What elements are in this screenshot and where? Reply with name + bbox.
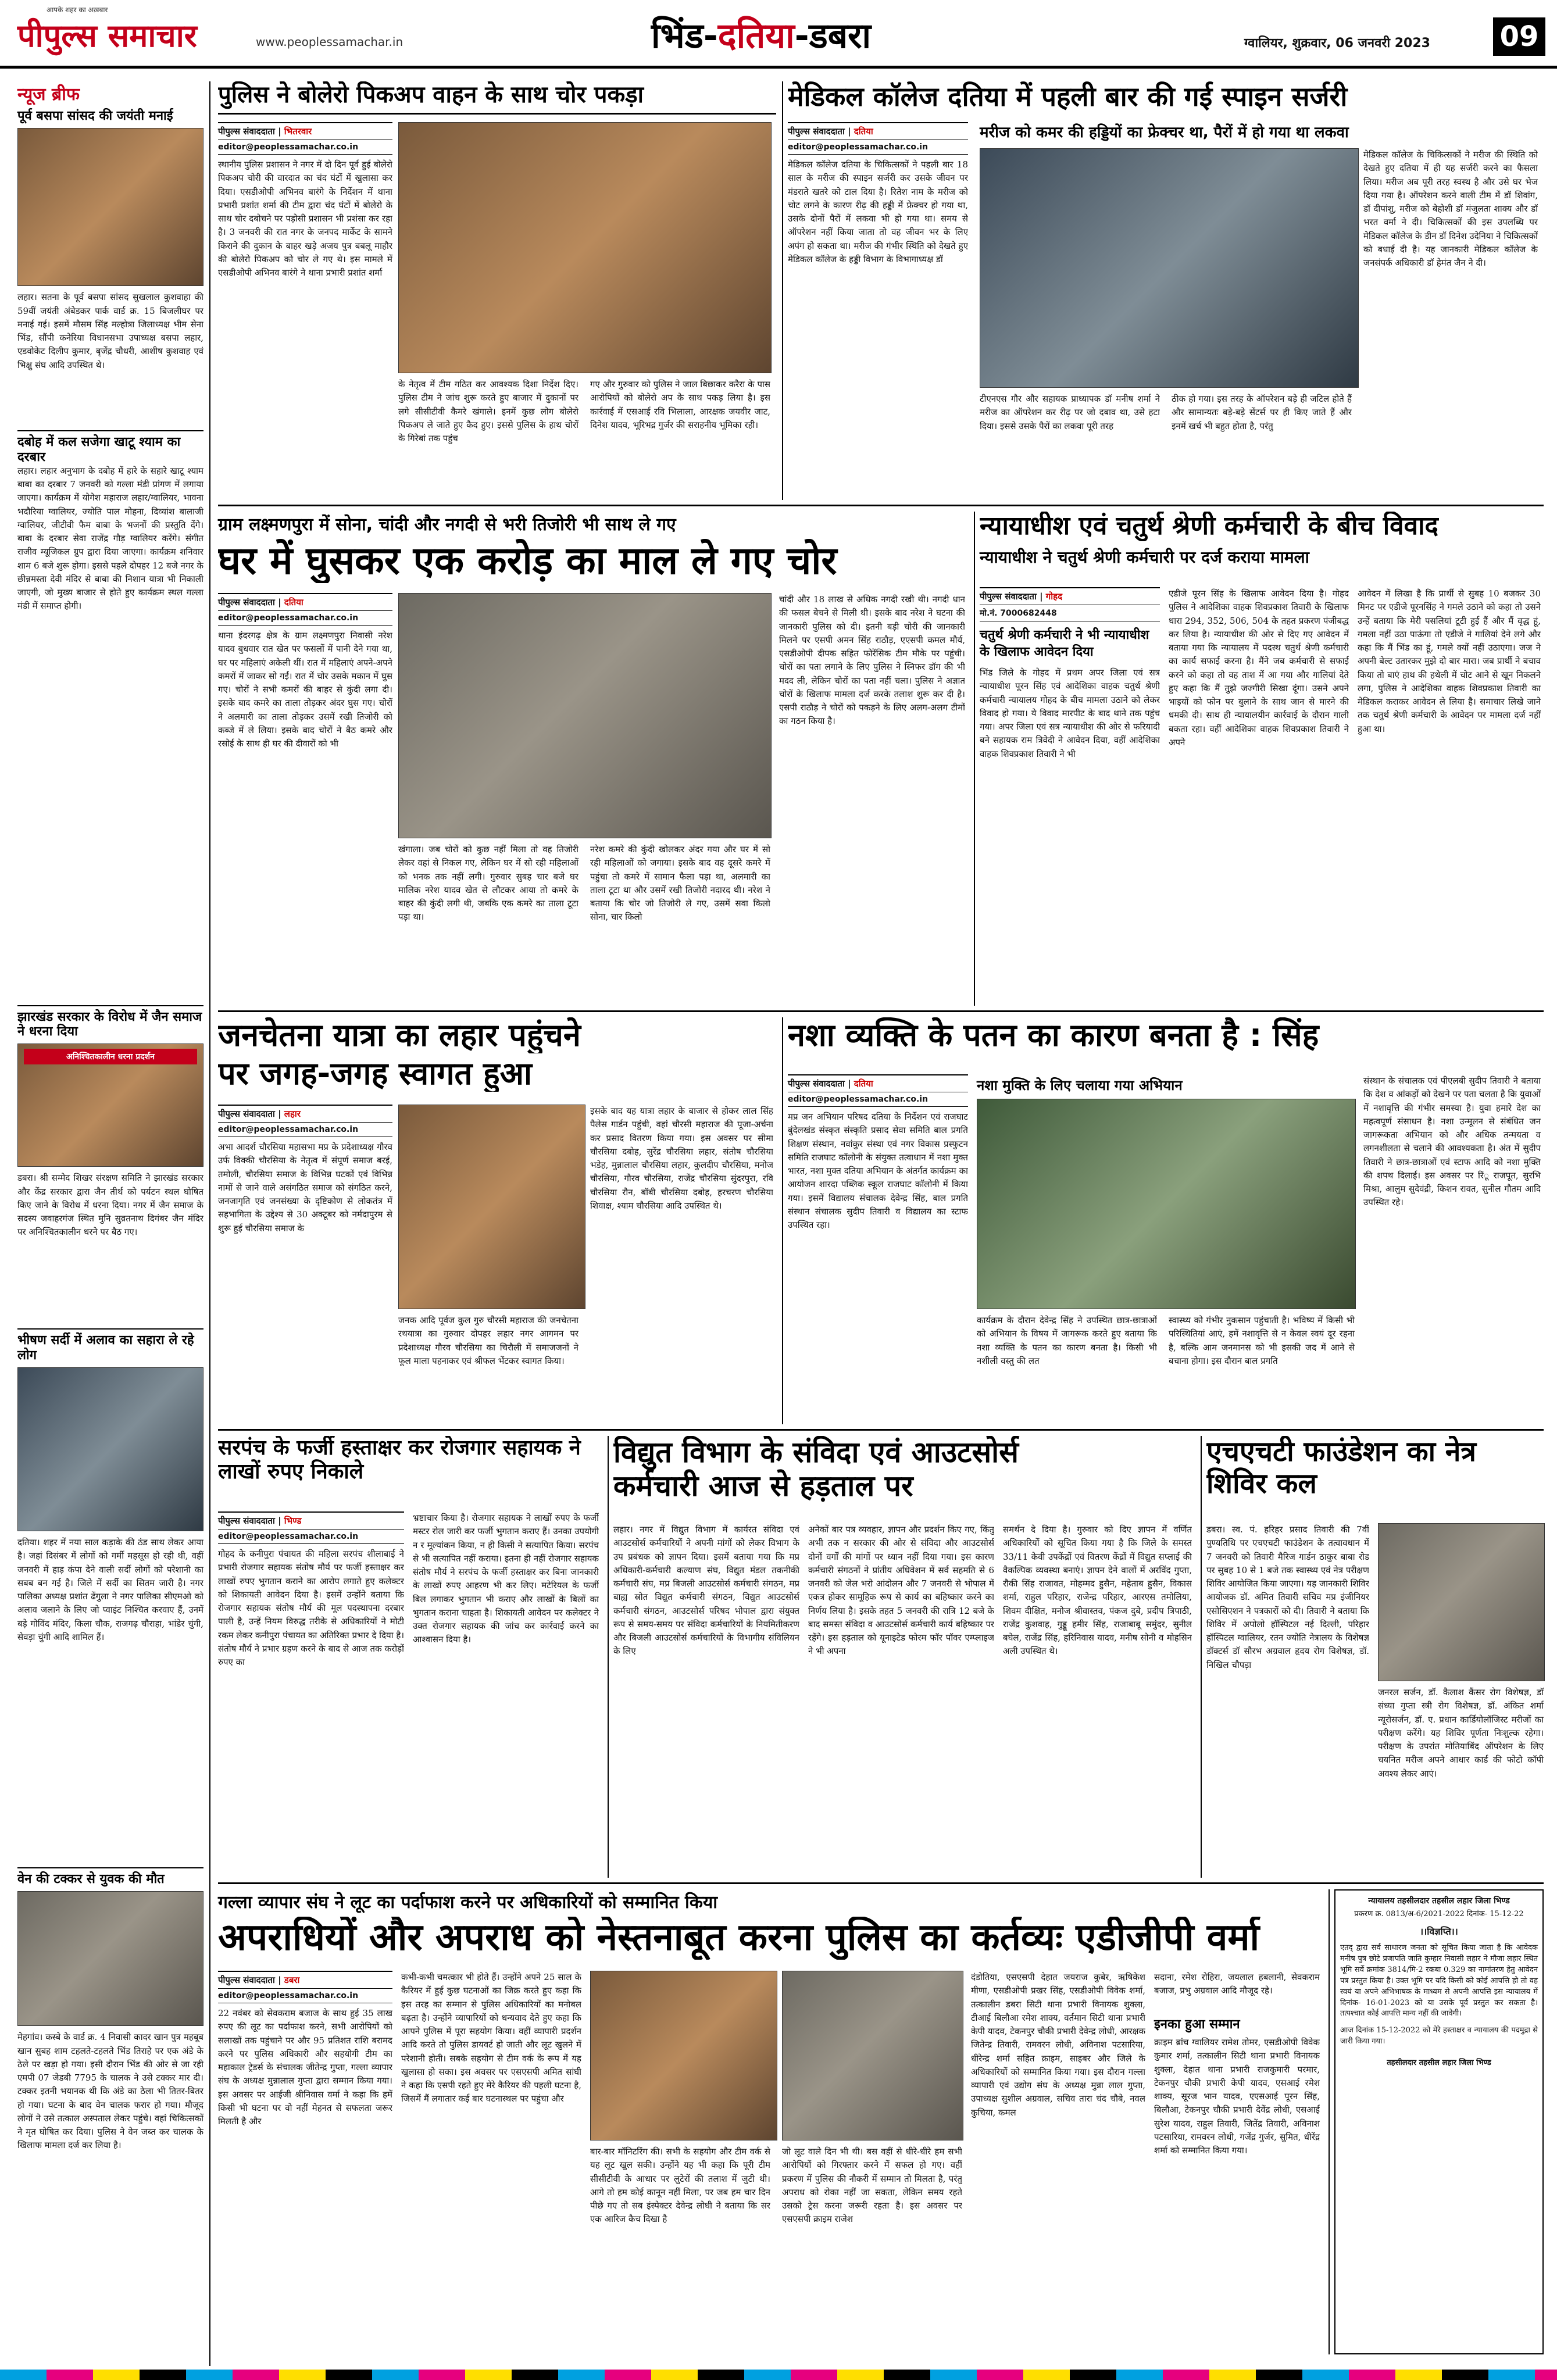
byline-place: भिण्ड xyxy=(284,1516,302,1526)
article-column: भ्रष्टाचार किया है। रोजगार सहायक ने लाखों रुपए के फर्जी मस्टर रोल जारी कर फर्जी भुगतान कराए हैं। उनका उपयोगी न र मूल्यांकन किया, न ही किसी ने सत्यापित किया। सरपंच से भी सत्यापित नहीं कराया। इतना ही नहीं रोजगार सहायक संतोष मौर्य ने सरपंच के फर्जी हस्ताक्षर कर बिना जानकारी के लाखों रुपए आहरण भी कर लिए। मटेरियल के फर्जी बिल लगाकर भुगतान भी कराए और लाखों के बिलों का भुगतान कराना चाहता है। शिकायती आवेदन पर कलेक्टर ने उक्त रोजगार सहायक की जांच कर कार्रवाई करने का आश्वासन दिया है। xyxy=(413,1513,599,1645)
edition-mid: दतिया xyxy=(717,16,795,56)
email[interactable]: editor@peoplessamachar.co.in xyxy=(218,611,392,626)
headline: मेडिकल कॉलेज दतिया में पहली बार की गई स्पाइन सर्जरी xyxy=(788,81,1348,112)
email[interactable]: editor@peoplessamachar.co.in xyxy=(788,1092,968,1107)
byline: पीपुल्स संवाददाता | भिण्ड xyxy=(218,1511,404,1530)
article-column: आवेदन में लिखा है कि प्रार्थी से सुबह 10 बजकर 30 मिनट पर एडीजे पूरनसिंह ने गमले उठाने को कहा तो उसने उन्हें बताया कि मेरी पसलियां टूटी हुई हैं और मैं वृद्ध हूं, गमला नहीं उठा पाऊंगा तो एडीजे ने गालियां देने लगे और कहा कि मैं भिंड का हूं, गमले क्यों नहीं उठाएगा। जज ने अपनी बेल्ट उतारकर मुझे दो बार मारा। जब प्रार्थी ने बचाव किया तो बाएं हाथ की हथेली में चोट आने से खून निकलने लगा, पुलिस ने आदेशिका वाहक शिवप्रकाश तिवारी का मेडिकल कराकर आवेदन ले लिया है। समाचार लिखे जाने तक चतुर्थ श्रेणी कर्मचारी के आवेदन पर मामला दर्ज नहीं हुआ था। xyxy=(1358,588,1541,734)
byline-label: पीपुल्स संवाददाता xyxy=(980,591,1037,602)
article-adg xyxy=(218,1889,1323,2366)
article-drugs xyxy=(788,1017,1544,1424)
email[interactable]: editor@peoplessamachar.co.in xyxy=(218,1530,404,1544)
byline-label: पीपुल्स संवाददाता xyxy=(218,126,275,137)
byline-place: लहार xyxy=(284,1109,301,1119)
byline-place: डबरा xyxy=(284,1975,300,1985)
byline-place: भितरवार xyxy=(284,126,312,137)
article-column: संस्थान के संचालक एवं पीएलबी सुदीप तिवारी ने बताया कि देश व आंकड़ों को देखने पर पता चलता है कि युवाओं में नशावृत्ति की गंभीर समस्या है। युवा हमारे देश का महत्वपूर्ण संसाधन है। नशा उन्मूलन से संबंधित जन जागरूकता अभियान को और अधिक तन्मयता व लगनशीलता से चलाने की आवश्यकता है। अंत में सुदीप तिवारी ने छात्र-छात्राओं एवं स्टाफ आदि को नशा मुक्ति की शपथ दिलाई। इस अवसर पर रिंू राजपूत, सुरभि मिश्रा, आलुम सुदेवंद्री, किशन रावत, सुनील गौतम आदि उपस्थित रहे। xyxy=(1363,1075,1541,1208)
byline-label: पीपुल्स संवाददाता xyxy=(218,1109,275,1119)
article-sarpanch xyxy=(218,1436,602,1878)
dateline: ग्वालियर, शुक्रवार, 06 जनवरी 2023 xyxy=(1244,36,1430,51)
article-column: जो लूट वाले दिन भी थी। बस वहीं से धीरे-धीरे हम सभी आरोपियों को गिरफ्तार करने में सफल हो गए। वहीं प्रकरण में पुलिस की नौकरी में सम्मान तो मिलता है, परंतु अपराध को रोका नहीं जा सकता, लेकिन समय रहते उसको ट्रेस करना जरूरी रहता है। इस अवसर पर एसएसपी क्राइम राजेश xyxy=(782,2146,962,2225)
email[interactable]: editor@peoplessamachar.co.in xyxy=(788,140,968,155)
headline: एचएचटी फाउंडेशन का नेत्र शिविर कल xyxy=(1206,1436,1476,1500)
headline: नशा व्यक्ति के पतन का कारण बनता है : सिंह xyxy=(788,1017,1319,1053)
email[interactable]: editor@peoplessamachar.co.in xyxy=(218,1123,392,1137)
headline: पुलिस ने बोलेरो पिकअप वाहन के साथ चोर पकड़ा xyxy=(218,81,776,115)
article-photo xyxy=(782,1971,963,2140)
masthead xyxy=(0,0,1557,69)
byline: पीपुल्स संवाददाता | लहार xyxy=(218,1105,392,1123)
brief-3 xyxy=(17,1005,203,1323)
article-column: मप्र जन अभियान परिषद दतिया के निर्देशन एवं राजघाट बुंदेलखंड संस्कृत संस्कृति प्रसाद सेवा समिति बाल प्रगति शिक्षण संस्थान, नवांकुर संस्था एवं नगर विकास प्रस्फुटन समिति राजघाट कॉलोनी के संयुक्त तत्वाधान में नशा मुक्त भारत, नशा मुक्त दतिया अभियान के अंतर्गत कार्यक्रम का आयोजन शारदा पब्लिक स्कूल राजघाट कॉलोनी में किया गया। इसमें विद्यालय संचालक देवेन्द्र सिंह, बाल प्रगति संस्थान संचालक सुदीप तिवारी व विद्यालय का स्टाफ उपस्थित रहा। xyxy=(788,1112,968,1230)
brief-5 xyxy=(17,1867,203,2304)
subhead: मरीज को कमर की हड्डियों का फ्रेक्चर था, पैरों में हो गया था लकवा xyxy=(980,124,1349,141)
headline: घर में घुसकर एक करोड़ का माल ले गए चोर xyxy=(218,539,837,583)
article-photo xyxy=(590,1971,777,2140)
logo: पीपुल्स समाचार xyxy=(17,17,197,54)
legal-notice xyxy=(1334,1889,1544,2354)
logo-tagline: आपके शहर का अख़बार xyxy=(47,6,108,14)
article-column: समर्थन दे दिया है। गुरुवार को दिए ज्ञापन में वर्णित अधिकारियों को सूचित किया गया है कि जिले के समस्त 33/11 केवी उपकेंद्रों एवं वितरण केंद्रों में विद्युत सप्लाई की वैकल्पिक व्यवस्था बनाएं। ज्ञापन देने वालों में अरविंद गुप्ता, रौकी सिंह राजावत, मोहम्मद हुसैन, महेताब हुसैन, विकास शर्मा, राहुल परिहार, राजेन्द्र परिहार, आरएस तमोलिया, शिवम दीक्षित, मनोज श्रीवास्तव, पंकज दुबे, प्रदीप त्रिपाठी, राजेंद्र कुशवाह, गुड्डू हमीर सिंह, राजाबाबू समुंदर, सुनील बघेल, राजेंद्र सिंह, हरिनिवास यादव, मनीष सोनी व मोहसिन अली उपस्थित थे। xyxy=(1003,1524,1192,1657)
brief-title: झारखंड सरकार के विरोध में जैन समाज ने धरना दिया xyxy=(17,1009,202,1039)
article-eyecamp xyxy=(1206,1436,1544,1878)
byline: पीपुल्स संवाददाता | डबरा xyxy=(218,1971,392,1989)
article-column: बार-बार मॉनिटरिंग की। सभी के सहयोग और टीम वर्क से यह लूट खुल सकी। उन्होंने यह भी कहा कि पूरी टीम सीसीटीवी के आधार पर लुटेरों की तलाश में जुटी थी। आगे तो हम कोई कानून नहीं मिला, पर जब हम चार दिन पीछे गए तो सब इंस्पेक्टर देवेन्द्र लोधी ने बताया कि सर एक आरिज कैच दिखा है xyxy=(590,2146,770,2225)
subhead: इनका हुआ सम्मान xyxy=(1154,2017,1240,2032)
article-column: थाना इंदरगढ़ क्षेत्र के ग्राम लक्ष्मणपुरा निवासी नरेश यादव बुधवार रात खेत पर फसलों में पानी देने गया था, घर पर महिलाएं अकेली थीं। रात में महिलाएं अपने-अपने कमरों में जाकर सो गईं। रात में चोर उसके मकान में घुस गए। चोरों ने सभी कमरों की बाहर से कुंदी लगा दी। इसके बाद कमरे का ताला तोड़कर अंदर घुस गए। चोरों ने अलमारी का ताला तोड़कर उसमें रखी तिजोरी को कब्जे में ले लिया। इसके बाद चोरों ने बैठ कमरे और रसोई के साथ ही घर की दीवारों को भी xyxy=(218,630,392,749)
brief-title: दबोह में कल सजेगा खाटू श्याम का दरबार xyxy=(17,435,181,464)
article-judge xyxy=(980,512,1544,1006)
kicker: ग्राम लक्ष्मणपुरा में सोना, चांदी और नगदी से भरी तिजोरी भी साथ ले गए xyxy=(218,514,676,535)
subhead: नशा मुक्ति के लिए चलाया गया अभियान xyxy=(977,1077,1183,1093)
notice-signature: तहसीलदार तहसील लहार जिला भिण्ड xyxy=(1387,2058,1491,2067)
byline-place: दतिया xyxy=(284,597,303,607)
byline-label: पीपुल्स संवाददाता xyxy=(218,597,275,607)
article-electricity xyxy=(613,1436,1195,1878)
article-photo xyxy=(1378,1523,1545,1681)
headline: सरपंच के फर्जी हस्ताक्षर कर रोजगार सहायक ने लाखों रुपए निकाले xyxy=(218,1436,581,1484)
article-photo xyxy=(398,122,772,373)
byline-label: पीपुल्स संवाददाता xyxy=(788,1078,845,1089)
brief-4 xyxy=(17,1328,203,1861)
article-column: कभी-कभी चमत्कार भी होते हैं। उन्होंने अपने 25 साल के कैरियर में हुई कुछ घटनाओं का जिक्र करते हुए कहा कि इस तरह का सम्मान से पुलिस अधिकारियों का मनोबल बढ़ता है। उन्होंने व्यापारियों को धन्यवाद देते हुए कहा कि आपने पुलिस में पूरा सहयोग किया। वहीं व्यापारी प्रदर्शन आदि करते तो पुलिस डायवर्ट हो जाती और लूट खुलने में परेशानी होती। सबके सहयोग से टीम वर्क के रूप में यह खुलासा हो सका। इस अवसर पर एसएसपी अमित सांघी ने कहा कि एसपी रहते हुए मेरे कैरियर की पहली घटना है, जिसमें मैं लगातार कई बार घटनास्थल पर पहुंचा और xyxy=(401,1972,581,2104)
sidebar-section-title: न्यूज ब्रीफ xyxy=(17,84,80,105)
article-column: नरेश कमरे की कुंदी खोलकर अंदर गया और घर में सो रही महिलाओं को जगाया। इसके बाद वह दूसरे कमरे में पहुंचा तो कमरे में सामान फैला पड़ा था, अलमारी का ताला टूटा था और उसमें रखी तिजोरी नदारद थी। नरेश ने बताया कि चोर जो तिजोरी ले गए, उसमें सवा किलो सोना, चार किलो xyxy=(590,844,770,923)
article-column: 22 नवंबर को सेवकराम बजाज के साथ हुई 35 लाख रुपए की लूट का पर्दाफाश करने, सभी आरोपियों को सलाखों तक पहुंचाने पर और 95 प्रतिशत राशि बरामद करने पर पुलिस अधिकारी और सहयोगी टीम का महाकाल ट्रेडर्स के संचालक जीतेन्द्र गुप्ता, गल्ला व्यापार संघ के अध्यक्ष मुन्नालाल गुप्ता द्वारा सम्मान किया गया। इस अवसर पर आईजी श्रीनिवास वर्मा ने कहा कि हमें किसी भी घटना पर वो नहीं मेहनत से सफलता जरूर मिलती है और xyxy=(218,2008,392,2127)
brief-body: मेहगांव। कस्बे के वार्ड क्र. 4 निवासी कादर खान पुत्र महबूब खान सुबह शाम टहलते-टहलते भिंड तिराहे पर एक अंडे के ठेले पर खड़ा हो गया। इसी दौरान भिंड की ओर से जा रही एमपी 07 जेडबी 7795 के चालक ने उसे टक्कर मार दी। टक्कर इतनी भयानक थी कि अंडे का ठेला भी तितर-बितर हो गया। घटना के बाद वेन चालक फरार हो गया। मौजूद लोगों ने उसे तत्काल अस्पताल लेकर पहुंचे। वहां चिकित्सकों ने मृत घोषित कर दिया। पुलिस ने वेन जब्त कर चालक के खिलाफ मामला दर्ज कर लिया है। xyxy=(17,2032,203,2151)
byline-label: पीपुल्स संवाददाता xyxy=(218,1516,275,1526)
article-column: लहार। नगर में विद्युत विभाग में कार्यरत संविदा एवं आउटसोर्स कर्मचारियों ने अपनी मांगों को लेकर विभाग के उप प्रबंधक को ज्ञापन दिया। इसमें बताया गया कि मप्र अधिकारी-कर्मचारी कल्याण संघ, विद्युत मंडल तकनीकी कर्मचारी संघ, मप्र बिजली आउटसोर्स कर्मचारी संगठन, मप्र बाह्य स्रोत विद्युत कर्मचारी संगठन, विद्युत आउटसोर्स कर्मचारी संगठन, आउटसोर्स परिषद भोपाल द्वारा संयुक्त रूप से समय-समय पर संविदा कर्मचारियों के नियमितीकरण और बिजली आउटसोर्स कर्मचारियों के विभागीय संविलियन के लिए xyxy=(613,1524,799,1657)
brief-body: लहार। लहार अनुभाग के दबोह में हारे के सहारे खाटू श्याम बाबा का दरबार 7 जनवरी को गल्ला मंडी प्रांगण में लगाया जाएगा। कार्यक्रम में योगेश महाराज लहार/ग्वालियर, भावना भदौरिया ग्वालियर, ज्योति पाल मोहना, दिव्यांश बालाजी ग्वालियर, जीटीवी फैम बाबा के भजनों की प्रस्तुति देंगे। बाबा के दरबार सेवा राजेंद्र गौड़ ग्वालियर करेंगे। संगीत राजीव म्यूजिकल ग्रुप द्वारा दिया जाएगा। कार्यक्रम शनिवार शाम 6 बजे शुरू होगा। इससे पहले दोपहर 12 बजे नगर के छीन्नमस्ता देवी मंदिर से बाबा की निशान यात्रा भी निकाली जाएगी, जो मुख्य बाजार से होते हुए कार्यक्रम स्थल गल्ला मंडी में समाप्त होगी। xyxy=(17,465,203,612)
article-spine xyxy=(788,81,1541,500)
article-column: दंडोतिया, एसएसपी देहात जयराज कुबेर, ऋषिकेश मीणा, एसडीओपी प्रखर सिंह, एसडीओपी विवेक शर्मा, तत्कालीन डबरा सिटी थाना प्रभारी विनायक शुक्ला, टीआई बिलौआ रमेश शाक्य, वर्तमान सिटी थाना प्रभारी केपी यादव, टेकनपुर चौकी प्रभारी देवेन्द्र लोधी, आरक्षक जितेन्द्र तिवारी, रामवरन लोधी, अविनाश पटसारिया, धीरेन्द्र शर्मा सहित क्राइम, साइबर और जिले के अधिकारियों को सम्मानित किया गया। इस दौरान गल्ला व्यापारी एवं उद्योग संघ के अध्यक्ष मुन्ना लाल गुप्ता, उपाध्यक्ष सुशील अग्रवाल, सचिव तारा चंद चौबे, नवल कुचिया, कमल xyxy=(971,1972,1145,2118)
byline: पीपुल्स संवाददाता | दतिया xyxy=(218,593,392,611)
headline: विद्युत विभाग के संविदा एवं आउटसोर्स कर्मचारी आज से हड़ताल पर xyxy=(613,1436,1019,1503)
email[interactable]: editor@peoplessamachar.co.in xyxy=(218,140,392,155)
color-registration-strip xyxy=(0,2370,1557,2380)
brief-2 xyxy=(17,430,203,999)
brief-1 xyxy=(17,109,203,424)
article-column: गोहद के कनीपुरा पंचायत की महिला सरपंच शीलाबाई ने प्रभारी रोजगार सहायक संतोष मौर्य पर फर्जी हस्ताक्षर कर लाखों रुपए भुगतान कराने का आरोप लगाते हुए कलेक्टर को शिकायती आवेदन दिया है। इसमें उन्होंने बताया कि रोजगार सहायक संतोष मौर्य की मूल पदस्थापना दरबार पाली है, उन्हें नियम विरुद्ध तरीके से अधिकारियों ने मोटी रकम लेकर कनीपुरा पंचायत का अतिरिक्त प्रभार दे दिया है। संतोष मौर्य ने प्रभार ग्रहण करने के बाद से आज तक करोड़ों रुपए का xyxy=(218,1549,404,1667)
article-yatra xyxy=(218,1017,776,1424)
brief-title: पूर्व बसपा सांसद की जयंती मनाई xyxy=(17,109,173,123)
article-column: गए और गुरुवार को पुलिस ने जाल बिछाकर करैरा के पास आरोपियों को बोलेरो अप के साथ पकड़ लिया है। इस कार्रवाई में एसआई रवि भिलाला, आरक्षक जयवीर जाट, दिनेश यादव, भूरिभद्र गुर्जर की सराहनीय भूमिका रही। xyxy=(590,379,770,430)
headline-line-2: पर जगह-जगह स्वागत हुआ xyxy=(218,1056,532,1092)
article-photo xyxy=(398,1105,585,1309)
brief-photo xyxy=(17,128,203,286)
article-column: अनेकों बार पत्र व्यवहार, ज्ञापन और प्रदर्शन किए गए, किंतु अभी तक न सरकार की ओर से संविदा और आउटसोर्स दोनों वर्गों की मांगों पर ध्यान नहीं दिया गया। इस कारण कर्मचारी संगठनों ने प्रांतीय अधिवेशन में सर्व सहमति से 6 जनवरी को जेल भरो आंदोलन और 7 जनवरी से भोपाल में एकत्र होकर सामूहिक रूप से कार्य का बहिष्कार करने का निर्णय लिया है। इसके तहत 5 जनवरी की रात्रि 12 बजे के बाद समस्त संविदा व आउटसोर्स कर्मचारी कार्य बहिष्कार पर रहेंगे। इस हड़ताल को यूनाइटेड फोरम फॉर पॉवर एम्प्लाइज ने भी अपना xyxy=(808,1524,994,1657)
edition-prefix: भिंड- xyxy=(651,16,718,56)
notice-body: एतद् द्वारा सर्व साधारण जनता को सूचित किया जाता है कि आवेदक मनीष पुत्र छोटे प्रजापति जाति कुम्हार निवासी लहार ने मौजा लहार स्थित भूमि सर्वे क्रमांक 3814/मि-2 रकबा 0.329 का नामांतरण हेतु आवेदन पत्र प्रस्तुत किया है। उक्त भूमि पर यदि किसी को कोई आपत्ति हो तो वह स्वयं या अपने अभिभाषक के माध्यम से अपनी आपत्ति इस न्यायालय में दिनांक- 16-01-2023 को या उसके पूर्व प्रस्तुत कर सकता है। तत्पश्चात कोई आपत्ति मान्य नहीं की जावेगी। xyxy=(1340,1943,1538,2018)
article-bolero xyxy=(218,81,776,500)
notice-case: प्रकरण क्र. 0813/अ-6/2021-2022 दिनांक- 15-12-22 xyxy=(1354,1910,1524,1919)
notice-title: ।।विज्ञप्ति।। xyxy=(1420,1926,1458,1938)
pullquote: चतुर्थ श्रेणी कर्मचारी ने भी न्यायाधीश के खिलाफ आवेदन दिया xyxy=(980,628,1149,659)
subhead: न्यायाधीश ने चतुर्थ श्रेणी कर्मचारी पर दर्ज कराया मामला xyxy=(980,547,1309,567)
kicker: गल्ला व्यापार संघ ने लूट का पर्दाफाश करने पर अधिकारियों को सम्मानित किया xyxy=(218,1892,718,1913)
article-column: खंगाला। जब चोरों को कुछ नहीं मिला तो वह तिजोरी लेकर वहां से निकल गए, लेकिन घर में सो रही महिलाओं को भनक तक नहीं लगी। गुरुवार सुबह चार बजे घर मालिक नरेश यादव खेत से लौटकर आया तो कमरे के बाहर की कुंदी लगी थी, जबकि एक कमरे का ताला टूटा पड़ा था। xyxy=(398,844,578,923)
article-photo xyxy=(977,1099,1356,1309)
article-column: टीएनएस गौर और सहायक प्राध्यापक डॉ मनीष शर्मा ने मरीज का ऑपरेशन कर रीढ़ पर जो दबाव था, उसे हटा दिया। इससे उसके पैरों का लकवा पूरी तरह xyxy=(980,394,1160,431)
protest-banner: अनिश्चितकालीन धरना प्रदर्शन xyxy=(24,1049,197,1064)
brief-body: दतिया। शहर में नया साल कड़ाके की ठंड साथ लेकर आया है। जहां दिसंबर में लोगों को गर्मी महसूस हो रही थी, वहीं जनवरी में हाड़ कंपा देने वाली सर्दी लोगों को परेशानी का सबब बन गई है। जिले में सर्दी का सितम जारी है। नगर पालिका अध्यक्ष प्रशांत ढेंगुला ने नगर पालिका सीएमओ को अलाव जलाने के लिए जो प्वाइंट निश्चित करवाए हैं, उनमें बड़े गोविंद मंदिर, किला चौक, राजगढ़ चौराहा, भांडेर चुंगी, सेवड़ा चुंगी आदि शामिल हैं। xyxy=(17,1537,203,1642)
notice-header: न्यायालय तहसीलदार तहसील लहार जिला भिण्ड xyxy=(1368,1896,1510,1906)
article-column: के नेतृत्व में टीम गठित कर आवश्यक दिशा निर्देश दिए। पुलिस टीम ने जांच शुरू करते हुए बाजार में दुकानों पर लगे सीसीटीवी कैमरे खंगाले। इनमें कुछ लोग बोलेरो पिकअप ले जाते हुए कैद हुए। इससे पुलिस के हाथ चोरों के गिरेबां तक पहुंच xyxy=(398,379,578,444)
headline: अपराधियों और अपराध को नेस्तनाबूत करना पुलिस का कर्तव्यः एडीजीपी वर्मा xyxy=(218,1917,1260,1959)
mobile-number: मो.नं. 7000682448 xyxy=(980,605,1160,621)
brief-photo xyxy=(17,1367,203,1531)
article-column: एडीजे पूरन सिंह के खिलाफ आवेदन दिया है। गोहद पुलिस ने आदेशिका वाहक शिवप्रकाश तिवारी के खिलाफ धारा 294, 352, 506, 504 के तहत प्रकरण पंजीबद्ध कर लिया है। न्यायाधीश की ओर से दिए गए आवेदन में बताया गया कि न्यायालय में पदस्थ चतुर्थ श्रेणी कर्मचारी का कार्य सफाई करना है। मैंने जब कर्मचारी से सफाई करने को कहा तो वह ताश में आ गया और गालियां देते हुए कहा कि मैं तुझे जज्गीरी सिखा दूंगा। उसने अपने भाइयों को फोन पर बुलाने के साथ जान से मारने की धमकी दी। साथ ही न्यायालयीन कार्रवाई के दौरान गाली बकता रहा। वहीं आदेशिका वाहक शिवप्रकाश तिवारी ने अपने xyxy=(1169,588,1349,748)
brief-title: भीषण सर्दी में अलाव का सहारा ले रहे लोग xyxy=(17,1333,194,1363)
article-photo xyxy=(980,148,1359,388)
article-column: इसके बाद यह यात्रा लहार के बाजार से होकर लाल सिंह पैलेस गार्डन पहुंची, वहां चौरसी महाराज की पूजा-अर्चना कर प्रसाद वितरण किया गया। इस अवसर पर सीमा चौरसिया दबोह, सुरेंद्र चौरसिया लहार, संतोष चौरसिया भडेह, मुन्नालाल चौरसिया लहार, कुलदीप चौरसिया, मनोज चौरसिया, गौरव चौरसिया, राजेंद्र चौरसिया सुंदरपुरा, रवि चौरसिया रौन, बॉबी चौरसिया दबोह, हरचरण चौरसिया शिवाक्ष, श्याम चौरसिया आदि उपस्थित थे। xyxy=(590,1106,773,1211)
email[interactable]: editor@peoplessamachar.co.in xyxy=(218,1989,392,2003)
article-column: जनक आदि पूर्वज कुल गुरु चौरसी महाराज की जनचेतना रथयात्रा का गुरुवार दोपहर लहार नगर आगमन पर प्रदेशाध्यक्ष गौरव चौरसिया का चिरौली में समाजजनों ने फूल माला पहनाकर एवं श्रीफल भेंटकर स्वागत किया। xyxy=(398,1315,578,1366)
byline: पीपुल्स संवाददाता | दतिया xyxy=(788,122,968,140)
byline-label: पीपुल्स संवाददाता xyxy=(218,1975,275,1985)
edition-suffix: -डबरा xyxy=(794,16,872,56)
article-column: डबरा। स्व. पं. हरिहर प्रसाद तिवारी की 7वीं पुण्यतिथि पर एचएचटी फाउंडेशन के तत्वावधान में 7 जनवरी को तिवारी मैरिज गार्डन ठाकुर बाबा रोड पर सुबह 10 से 1 बजे तक स्वास्थ्य एवं नेत्र परीक्षण शिविर आयोजित किया जाएगा। यह जानकारी शिविर आयोजक डॉ. अमित तिवारी सचिव मप्र इंजीनियर एसोसिएशन ने पत्रकारों को दी। तिवारी ने बताया कि शिविर में अपोलो हॉस्पिटल नई दिल्ली, परिहार हॉस्पिटल ग्वालियर, रतन ज्योति नेत्रालय के विशेषज्ञ डॉक्टर्स डॉ सौरभ अग्रवाल हृदय रोग विशेषज्ञ, डॉ. निखिल चौपड़ा xyxy=(1206,1524,1369,1670)
byline: पीपुल्स संवाददाता | गोहद xyxy=(980,587,1160,605)
notice-date: आज दिनांक 15-12-2022 को मेरे हस्ताक्षर व न्यायालय की पदमुद्रा से जारी किया गया। xyxy=(1340,2026,1538,2046)
page-number: 09 xyxy=(1493,17,1545,56)
brief-photo xyxy=(17,1891,203,2026)
article-column: सदाना, रमेश रोहिरा, जयलाल हबलानी, सेवकराम बजाज, प्रभु अग्रवाल आदि मौजूद रहे। xyxy=(1154,1972,1320,1996)
brief-title: वेन की टक्कर से युवक की मौत xyxy=(17,1872,165,1887)
byline-place: दतिया xyxy=(854,1078,873,1089)
article-column: मेडिकल कॉलेज के चिकित्सकों ने मरीज की स्थिति को देखते हुए दतिया में ही यह सर्जरी करने का फैसला लिया। मरीज अब पूरी तरह स्वस्थ है और उसे घर भेज दिया गया है। ऑपरेशन करने वाली टीम में डॉ शिवांग, डॉ दीपांशु, मरीज को बेहोशी डॉ मंजुलता शाक्य और डॉ भरत वर्मा ने दी। चिकित्सकों की इस उपलब्धि पर मेडिकल कॉलेज के डीन डॉ दिनेश उदेनिया ने चिकित्सकों को बधाई दी है। यह जानकारी मेडिकल कॉलेज के जनसंपर्क अधिकारी डॉ हेमंत जैन ने दी। xyxy=(1363,149,1538,268)
sidebar xyxy=(17,81,203,2366)
brief-body: डबरा। श्री सम्मेद शिखर संरक्षण समिति ने झारखंड सरकार और केंद्र सरकार द्वारा जैन तीर्थ को पर्यटन स्थल घोषित किए जाने के विरोध में धरना दिया। नगर में जैन समाज के सदस्य जवाहरगंज स्थित मुनि सुव्रतनाथ दिगंबर जैन मंदिर पर अनिश्चितकालीन धरने पर बैठ गए। xyxy=(17,1173,203,1238)
article-column: मेडिकल कॉलेज दतिया के चिकित्सकों ने पहली बार 18 साल के मरीज की स्पाइन सर्जरी कर उसके जीवन पर मंडराते खतरे को टाल दिया है। रितेश नाम के मरीज को चोट लगने के कारण रीढ़ की हड्डी में फ्रेक्चर हो गया था, उसके दोनों पैरों में लकवा भी हो गया था। समय से ऑपरेशन नहीं किया जाता तो वह जीवन भर के लिए अपंग हो सकता था। मरीज की गंभीर स्थिति को देखते हुए मेडिकल कॉलेज के हड्डी विभाग के विभागाध्यक्ष डॉ xyxy=(788,159,968,265)
byline-label: पीपुल्स संवाददाता xyxy=(788,126,845,137)
brief-body: लहार। सतना के पूर्व बसपा सांसद सुखलाल कुशवाहा की 59वीं जयंती अंबेडकर पार्क वार्ड क्र. 15 बिजलीघर पर मनाई गई। इसमें मौसम सिंह मल्होत्रा जिलाध्यक्ष भीम सेना भिंड, सौंपी कनेरिया विधानसभा उपाध्यक्ष बसपा लहार, एडवोकेट दिलीप कुमार, बृजेंद्र चौधरी, आशीष कुशवाह एवं भिक्षु संघ आदि उपस्थित थे। xyxy=(17,292,203,370)
byline-place: दतिया xyxy=(854,126,873,137)
article-column: कार्यक्रम के दौरान देवेन्द्र सिंह ने उपस्थित छात्र-छात्राओं को अभियान के विषय में जागरूक करते हुए बताया कि नशा व्यक्ति के पतन का कारण बनता है। किसी भी नशीली वस्तु की लत xyxy=(977,1315,1157,1366)
brief-photo xyxy=(17,1044,203,1167)
byline-place: गोहद xyxy=(1045,591,1063,602)
article-column: अभा आदर्श चौरसिया महासभा मप्र के प्रदेशाध्यक्ष गौरव उर्फ विक्की चौरसिया के नेतृत्व में संपूर्ण समाज बरई, तमोली, चौरसिया समाज के विभिन्न घटकों एवं विभिन्न नामों से जाने वाले असंगठित समाज को संगठित करने, जनजागृति एवं जनसंख्या के दृष्टिकोण से लोकतंत्र में सहभागिता के उद्देश्य से 30 अक्टूबर को नर्मदापुरम से शुरू हुई चौरसिया समाज के xyxy=(218,1142,392,1234)
article-theft xyxy=(218,512,968,1006)
article-column: भिंड जिले के गोहद में प्रथम अपर जिला एवं सत्र न्यायाधीश पूरन सिंह एवं आदेशिका वाहक चतुर्थ श्रेणी कर्मचारी न्यायालय गोहद के बीच मामला उठाने को लेकर विवाद हो गया। ये विवाद मारपीट के बाद थाने तक पहुंच गया। अपर जिला एवं सत्र न्यायाधीश की ओर से फरियादी बने सहायक राम त्रिवेदी ने आवेदन दिया, वहीं आदेशिका वाहक शिवप्रकाश तिवारी ने भी xyxy=(980,667,1160,759)
article-column: ठीक हो गया। इस तरह के ऑपरेशन बड़े ही जटिल होते हैं और सामान्यतः बड़े-बड़े सेंटर्स पर ही किए जाते हैं और इनमें खर्च भी बहुत होता है, परंतु xyxy=(1172,394,1352,431)
article-column: क्राइम ब्रांच ग्वालियर रामेश तोमर, एसडीओपी विवेक कुमार शर्मा, तत्कालीन सिटी थाना प्रभारी विनायक शुक्ला, देहात थाना प्रभारी राजकुमारी परमार, टेकनपुर चौकी प्रभारी केपी यादव, एसआई रमेश शाक्य, सूरज भान यादव, एएसआई पूरन सिंह, बिलौआ, टेकनपुर चौकी प्रभारी देवेंद्र लोधी, एसआई सुरेश यादव, राहुल तिवारी, जितेंद्र तिवारी, अविनाश पटसारिया, रामवरन लोधी, गजेंद्र गुर्जर, सुमित, धीरेंद्र शर्मा को सम्मानित किया गया। xyxy=(1154,2037,1320,2156)
article-column: जनरल सर्जन, डॉ. कैलाश कैंसर रोग विशेषज्ञ, डॉ संध्या गुप्ता स्त्री रोग विशेषज्ञ, डॉ. अंकित शर्मा न्यूरोसर्जन, डॉ. ए. प्रधान कार्डियोलॉजिस्ट मरीजों का परीक्षण करेंगे। यह शिविर पूर्णता निःशुल्क रहेगा। परीक्षण के उपरांत मोतियाबिंद ऑपरेशन के लिए चयनित मरीज अपने आधार कार्ड की फोटो कॉपी अवश्य लेकर आएं। xyxy=(1378,1687,1544,1779)
article-column: स्वास्थ्य को गंभीर नुकसान पहुंचाती है। भविष्य में किसी भी परिस्थितियां आएं, हमें नशावृत्ति से न केवल स्वयं दूर रहना है, बल्कि आम जनमानस को भी इसकी जद में आने से बचाना होगा। इस दौरान बाल प्रगति xyxy=(1169,1315,1355,1366)
article-column: स्थानीय पुलिस प्रशासन ने नगर में दो दिन पूर्व हुई बोलेरो पिकअप चोरी की वारदात का चंद घंटों में खुलासा कर दिया। एसडीओपी अभिनव बारंगे के निर्देशन में थाना प्रभारी प्रशांत शर्मा की टीम द्वारा चंद घंटों में बोलेरो के साथ चोर दबोचने पर पड़ोसी प्रशासन भी प्रशंसा कर रहा है। 3 जनवरी की रात नगर के जनपद मार्केट के सामने किराने की दुकान के बाहर खड़े अजय पुत्र बबलू माहौर की बोलेरो पिकअप को चोर ले गए थे। इस मामले में एसडीओपी अभिनव बारंगे ने थाना प्रभारी प्रशांत शर्मा xyxy=(218,159,392,278)
headline-line-1: जनचेतना यात्रा का लहार पहुंचने xyxy=(218,1017,581,1053)
byline: पीपुल्स संवाददाता | दतिया xyxy=(788,1074,968,1092)
edition-title xyxy=(651,10,871,58)
headline: न्यायाधीश एवं चतुर्थ श्रेणी कर्मचारी के बीच विवाद xyxy=(980,512,1438,541)
article-photo xyxy=(398,593,772,838)
website-link[interactable]: www.peoplessamachar.in xyxy=(256,35,403,49)
byline: पीपुल्स संवाददाता | भितरवार xyxy=(218,122,392,140)
article-column: चांदी और 18 लाख से अधिक नगदी रखी थी। नगदी धान की फसल बेचने से मिली थी। इसके बाद नरेश ने घटना की जानकारी पुलिस को दी। इतनी बड़ी चोरी की जानकारी मिलने पर एसपी अमन सिंह राठौड़, एएसपी कमल मौर्य, एसडीओपी दीपक सहित फोरेंसिक टीम मौके पर पहुंची। चोरों का पता लगाने के लिए पुलिस ने स्निफर डॉग की भी मदद ली, लेकिन चोरों का पता नहीं चला। पुलिस ने अज्ञात चोरों के खिलाफ मामला दर्ज करके तलाश शुरू कर दी है। एसपी राठौड़ ने चोरों को पकड़ने के लिए अलग-अलग टीमों का गठन किया है। xyxy=(779,594,965,727)
